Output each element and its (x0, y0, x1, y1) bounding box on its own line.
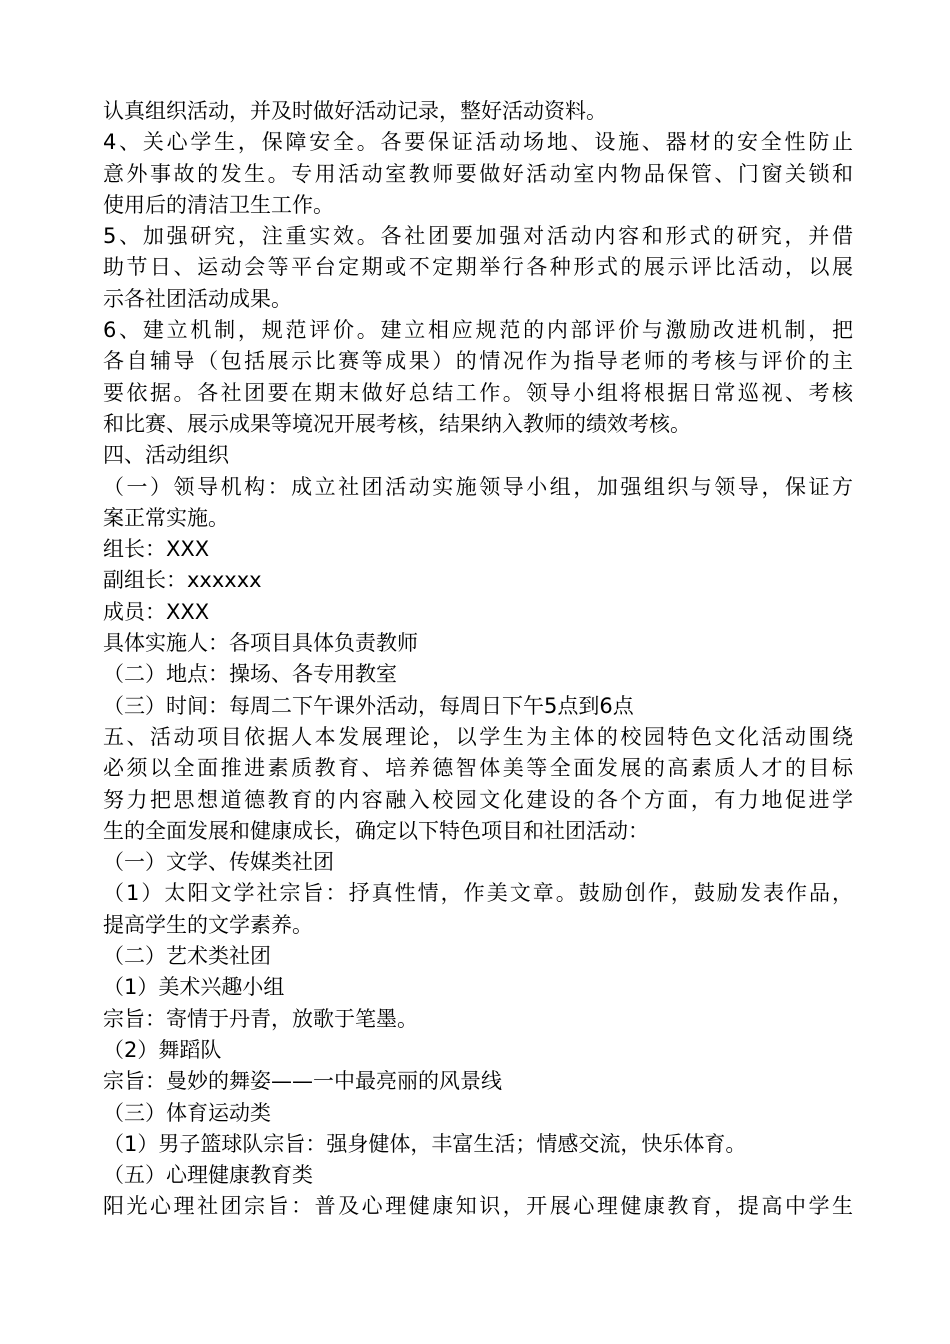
text-line: 阳光心理社团宗旨：普及心理健康知识，开展心理健康教育，提高中学生 (103, 1194, 853, 1219)
text-line: 意外事故的发生。专用活动室教师要做好活动室内物品保管、门窗关锁和 (103, 161, 853, 186)
text-line: （1）男子篮球队宗旨：强身健体，丰富生活；情感交流，快乐体育。 (103, 1131, 747, 1156)
text-line: 必须以全面推进素质教育、培养德智体美等全面发展的高素质人才的目标 (103, 756, 853, 781)
text-line: （二）地点：操场、各专用教室 (103, 662, 397, 687)
text-line: 6、建立机制，规范评价。建立相应规范的内部评价与激励改进机制，把 (103, 318, 853, 343)
text-line: 和比赛、展示成果等境况开展考核，结果纳入教师的绩效考核。 (103, 411, 691, 436)
section-heading: 四、活动组织 (103, 443, 229, 468)
subsection-heading: （二）艺术类社团 (103, 944, 271, 969)
text-line: 生的全面发展和健康成长，确定以下特色项目和社团活动： (103, 818, 649, 843)
text-line: （三）时间：每周二下午课外活动，每周日下午5点到6点 (103, 693, 634, 718)
text-line: 具体实施人：各项目具体负责教师 (103, 631, 418, 656)
subsection-heading: （一）文学、传媒类社团 (103, 850, 334, 875)
text-line: （一）领导机构：成立社团活动实施领导小组，加强组织与领导，保证方 (103, 474, 853, 499)
text-line: 使用后的清洁卫生工作。 (103, 192, 334, 217)
subsection-heading: （三）体育运动类 (103, 1100, 271, 1125)
text-line: 认真组织活动，并及时做好活动记录，整好活动资料。 (103, 99, 607, 123)
text-line: （2）舞蹈队 (103, 1037, 222, 1062)
text-line: 副组长：xxxxxx (103, 568, 262, 593)
document-body (103, 96, 853, 1223)
text-line: 示各社团活动成果。 (103, 286, 292, 311)
text-line: 宗旨：曼妙的舞姿——一中最亮丽的风景线 (103, 1069, 502, 1094)
text-line: （1）美术兴趣小组 (103, 975, 285, 1000)
text-line: 5、加强研究，注重实效。各社团要加强对活动内容和形式的研究，并借 (103, 224, 853, 249)
text-line: 宗旨：寄情于丹青，放歌于笔墨。 (103, 1006, 418, 1031)
text-line: 助节日、运动会等平台定期或不定期举行各种形式的展示评比活动，以展 (103, 255, 853, 280)
text-line: 组长：XXX (103, 537, 210, 562)
section-heading: 五、活动项目依据人本发展理论，以学生为主体的校园特色文化活动围绕 (103, 724, 853, 749)
text-line: 成员：XXX (103, 599, 210, 624)
text-line: 各自辅导（包括展示比赛等成果）的情况作为指导老师的考核与评价的主 (103, 349, 853, 374)
text-line: 要依据。各社团要在期末做好总结工作。领导小组将根据日常巡视、考核 (103, 380, 853, 405)
text-line: 案正常实施。 (103, 505, 229, 530)
text-line: （1）太阳文学社宗旨：抒真性情，作美文章。鼓励创作，鼓励发表作品， (103, 881, 853, 906)
text-line: 4、关心学生，保障安全。各要保证活动场地、设施、器材的安全性防止 (103, 130, 853, 155)
text-line: 努力把思想道德教育的内容融入校园文化建设的各个方面，有力地促进学 (103, 787, 853, 812)
subsection-heading: （五）心理健康教育类 (103, 1163, 313, 1188)
text-line: 提高学生的文学素养。 (103, 912, 313, 937)
